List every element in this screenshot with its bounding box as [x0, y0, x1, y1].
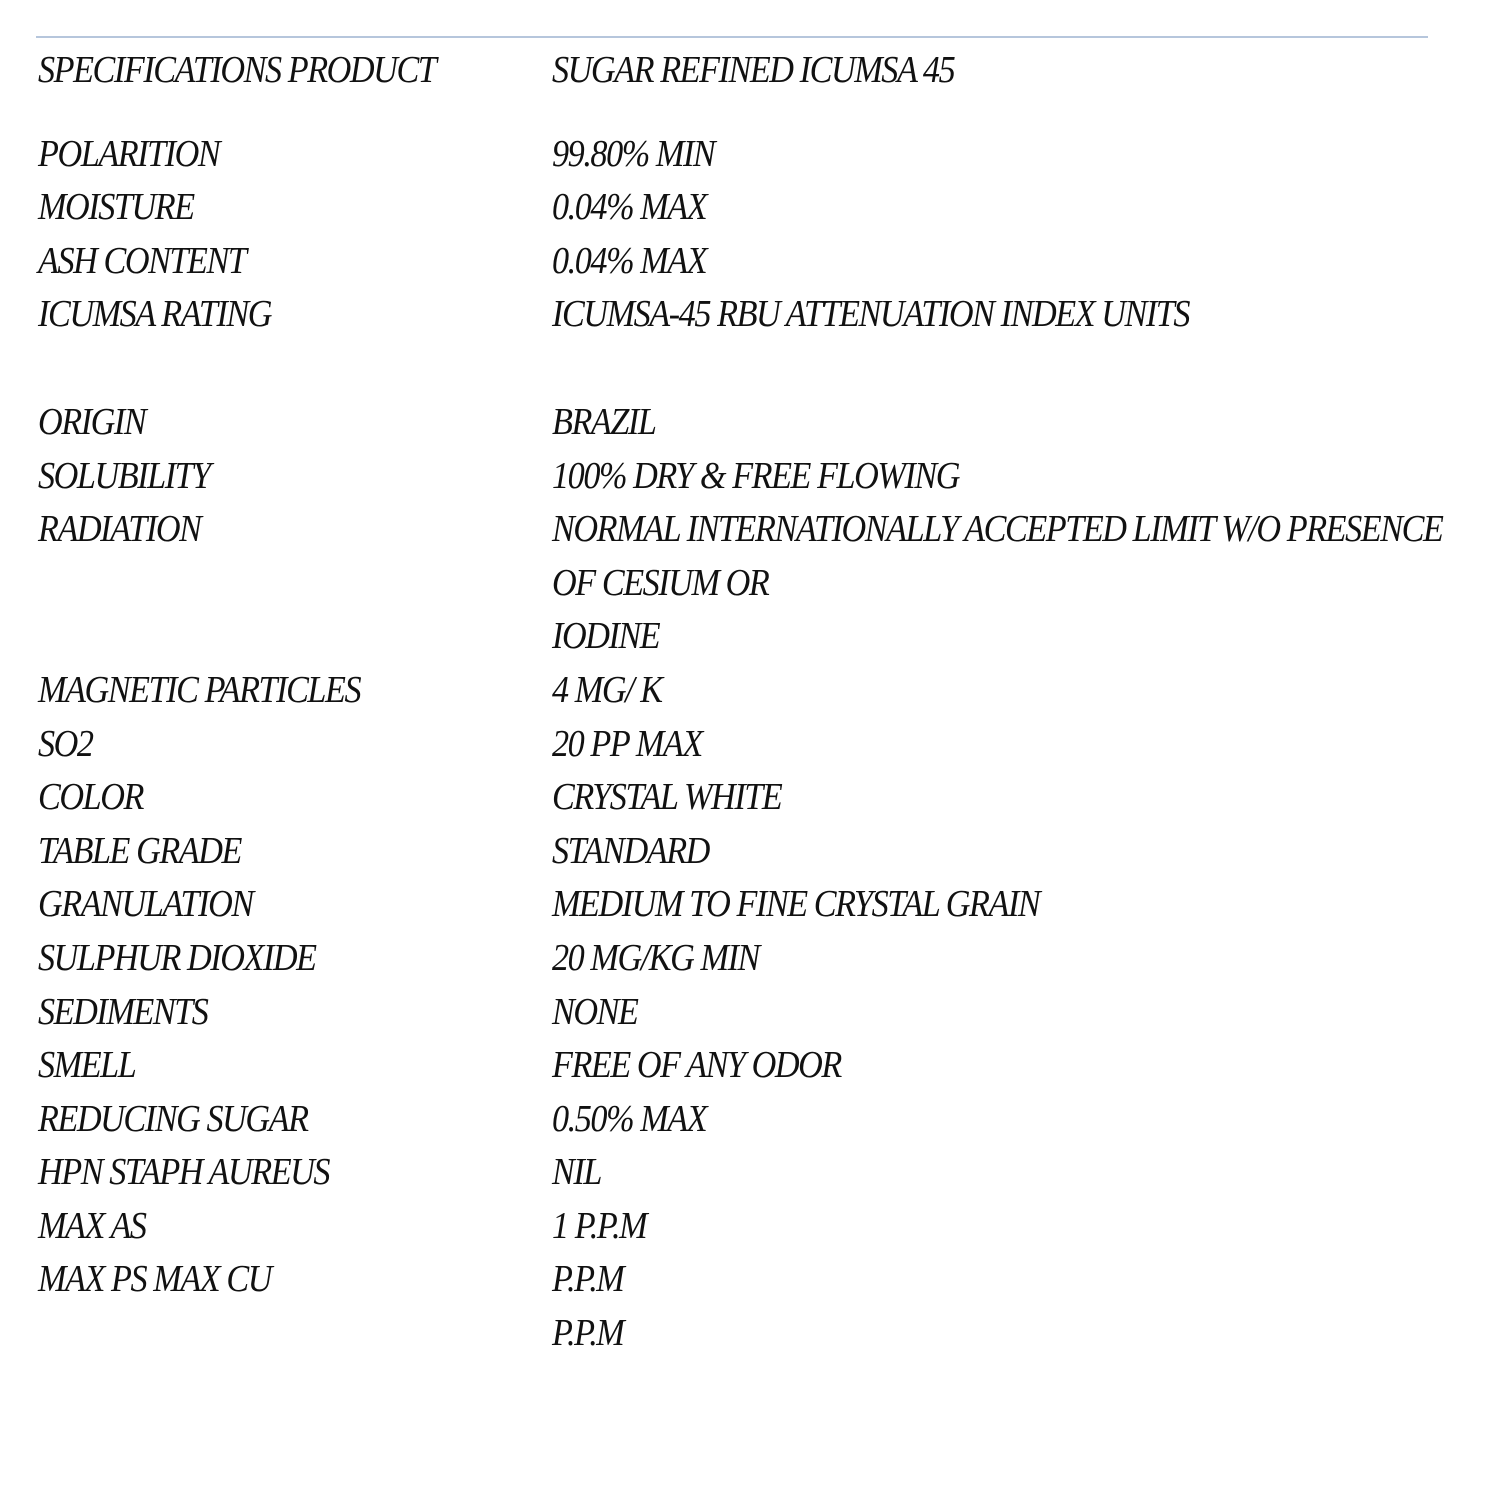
spec-value: 0.50% MAX: [552, 1097, 707, 1140]
spec-row: [38, 450, 1458, 504]
spacer: [38, 98, 1458, 128]
spec-value: 100% DRY & FREE FLOWING: [552, 454, 960, 497]
spec-value: BRAZIL: [552, 400, 656, 443]
spec-row: [38, 1200, 1458, 1254]
spec-value: OF CESIUM OR: [552, 561, 769, 604]
spec-row: [38, 718, 1458, 772]
spec-row: [38, 288, 1458, 342]
spec-label: ORIGIN: [38, 400, 146, 443]
spec-value: MEDIUM TO FINE CRYSTAL GRAIN: [552, 883, 1040, 926]
spec-label: SPECIFICATIONS PRODUCT: [38, 49, 436, 91]
spec-label: SOLUBILITY: [38, 454, 210, 497]
spec-row: [38, 986, 1458, 1040]
spec-label: COLOR: [38, 776, 143, 819]
spec-row: [38, 878, 1458, 932]
spec-value: NONE: [552, 990, 638, 1033]
spec-row: [38, 235, 1458, 289]
spec-row: [38, 771, 1458, 825]
spec-row-continuation: [38, 1307, 1458, 1361]
spec-value: 1 P.P.M: [552, 1204, 647, 1247]
spec-row-continuation: [38, 610, 1458, 664]
spec-label: ASH CONTENT: [38, 239, 246, 282]
spec-value: ICUMSA-45 RBU ATTENUATION INDEX UNITS: [552, 293, 1190, 336]
spec-row: [38, 664, 1458, 718]
spec-label: TABLE GRADE: [38, 829, 241, 872]
spec-row: [38, 1039, 1458, 1093]
spec-row: [38, 825, 1458, 879]
spec-label: SEDIMENTS: [38, 990, 208, 1033]
spec-value: IODINE: [552, 615, 660, 658]
spec-row: [38, 396, 1458, 450]
spec-row: [38, 1146, 1458, 1200]
spec-label: SMELL: [38, 1044, 136, 1087]
spec-label: MAX PS MAX CU: [38, 1258, 271, 1301]
spec-label: MAGNETIC PARTICLES: [38, 668, 361, 711]
spec-label: ICUMSA RATING: [38, 293, 272, 336]
spec-value: 0.04% MAX: [552, 239, 707, 282]
spec-label: MOISTURE: [38, 186, 194, 229]
spec-value: FREE OF ANY ODOR: [552, 1044, 841, 1087]
spec-label: POLARITION: [38, 132, 220, 175]
spec-value: 4 MG/ K: [552, 668, 662, 711]
spec-label: SULPHUR DIOXIDE: [38, 936, 316, 979]
spec-label: SO2: [38, 722, 93, 765]
spec-value: P.P.M: [552, 1258, 624, 1301]
spec-value: STANDARD: [552, 829, 709, 872]
spec-value: P.P.M: [552, 1312, 624, 1355]
spec-row-header: [38, 44, 1458, 98]
top-divider: [36, 36, 1428, 38]
spec-value: 99.80% MIN: [552, 132, 715, 175]
spec-value: CRYSTAL WHITE: [552, 776, 782, 819]
spacer: [38, 342, 1458, 396]
spec-value: 0.04% MAX: [552, 186, 707, 229]
spec-value: 20 PP MAX: [552, 722, 702, 765]
spec-label: RADIATION: [38, 508, 201, 551]
spec-row: [38, 503, 1458, 557]
spec-row: [38, 1253, 1458, 1307]
spec-row: [38, 128, 1458, 182]
spec-value: NIL: [552, 1151, 601, 1194]
spec-row: [38, 1093, 1458, 1147]
spec-value: NORMAL INTERNATIONALLY ACCEPTED LIMIT W/O PRESENCE: [552, 508, 1443, 551]
spec-label: MAX AS: [38, 1204, 146, 1247]
spec-label: GRANULATION: [38, 883, 253, 926]
spec-label: HPN STAPH AUREUS: [38, 1151, 330, 1194]
spec-value: 20 MG/KG MIN: [552, 936, 759, 979]
spec-row: [38, 181, 1458, 235]
spec-sheet: [38, 44, 1458, 1361]
spec-label: REDUCING SUGAR: [38, 1097, 308, 1140]
spec-row: [38, 932, 1458, 986]
spec-value: SUGAR REFINED ICUMSA 45: [552, 49, 955, 91]
spec-row-continuation: [38, 557, 1458, 611]
